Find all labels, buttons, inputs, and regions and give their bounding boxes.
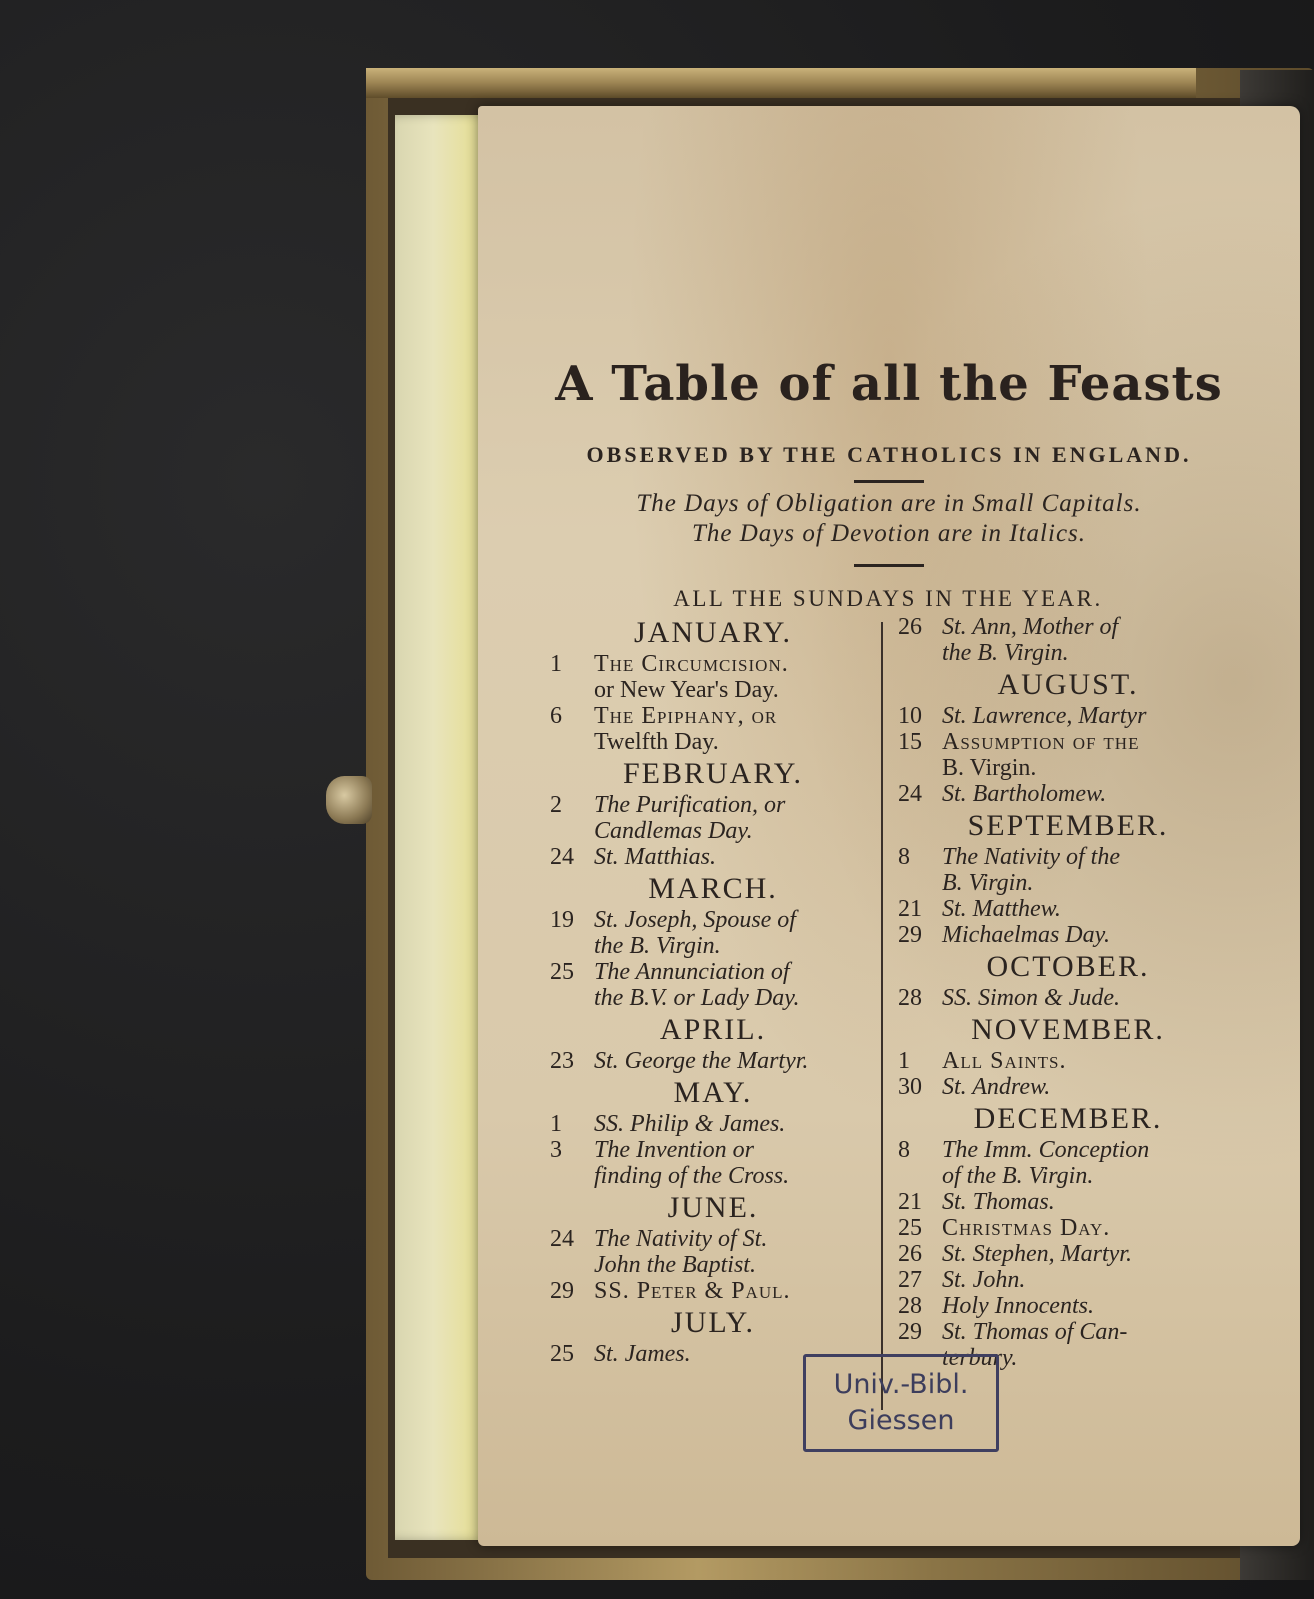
day-number: 28: [898, 985, 922, 1011]
feast-name: the B. Virgin.: [594, 933, 721, 959]
day-number: 29: [550, 1278, 574, 1304]
feast-entry: [898, 1241, 1238, 1267]
feast-entry: [550, 729, 876, 755]
feast-name: The Imm. Conception: [942, 1137, 1150, 1163]
day-number: 1: [550, 1111, 562, 1137]
feast-name: The Annunciation of: [594, 959, 790, 985]
feast-entry: [550, 651, 876, 677]
feast-name: John the Baptist.: [594, 1252, 756, 1278]
right-column: [898, 614, 1238, 1371]
feast-name: The Purification, or: [594, 792, 786, 818]
month-heading-december: DECEMBER.: [973, 1102, 1163, 1135]
month-heading-november: NOVEMBER.: [971, 1013, 1165, 1046]
brass-cover-edge: [366, 68, 1196, 98]
month-heading-july: JULY.: [671, 1306, 755, 1339]
clasp-knob: [326, 776, 372, 824]
feast-entry: [550, 818, 876, 844]
feast-name: The Circumcision.: [594, 651, 789, 677]
feast-name: Holy Innocents.: [942, 1293, 1094, 1319]
feast-entry: [898, 1074, 1238, 1100]
feast-name: St. Stephen, Martyr.: [942, 1241, 1132, 1267]
day-number: 21: [898, 1189, 922, 1215]
feast-entry: [898, 614, 1238, 640]
feast-name: terbury.: [942, 1345, 1018, 1371]
divider-rule: [854, 564, 924, 567]
feast-name: All Saints.: [942, 1048, 1067, 1074]
feast-name: the B.V. or Lady Day.: [594, 985, 800, 1011]
day-number: 6: [550, 703, 562, 729]
feast-name: The Nativity of St.: [594, 1226, 768, 1252]
feast-entry: [550, 907, 876, 933]
feast-name: St. Thomas.: [942, 1189, 1055, 1215]
feast-entry: [898, 922, 1238, 948]
day-number: 19: [550, 907, 574, 933]
note-obligation: The Days of Obligation are in Small Capitals.: [636, 490, 1142, 517]
feast-entry: [550, 703, 876, 729]
divider-rule: [854, 480, 924, 483]
feast-entry: [550, 1252, 876, 1278]
day-number: 21: [898, 896, 922, 922]
day-number: 27: [898, 1267, 922, 1293]
feast-name: St. Ann, Mother of: [942, 614, 1119, 640]
note-devotion: The Days of Devotion are in Italics.: [691, 520, 1087, 547]
day-number: 10: [898, 703, 922, 729]
feast-entry: [550, 985, 876, 1011]
month-heading-october: OCTOBER.: [986, 950, 1150, 983]
feast-name: St. John.: [942, 1267, 1026, 1293]
day-number: 30: [898, 1074, 922, 1100]
feast-entry: [898, 896, 1238, 922]
feast-name: Candlemas Day.: [594, 818, 753, 844]
feast-name: Assumption of the: [942, 729, 1140, 755]
day-number: 25: [898, 1215, 922, 1241]
feast-entry: [898, 755, 1238, 781]
feast-name: St. Thomas of Can-: [942, 1319, 1128, 1345]
day-number: 26: [898, 1241, 922, 1267]
feast-entry: [898, 844, 1238, 870]
feast-entry: [898, 729, 1238, 755]
sundays-heading: ALL THE SUNDAYS IN THE YEAR.: [673, 586, 1103, 611]
feast-entry: [550, 844, 876, 870]
day-number: 3: [550, 1137, 562, 1163]
feast-name: Michaelmas Day.: [942, 922, 1110, 948]
day-number: 1: [898, 1048, 910, 1074]
day-number: 29: [898, 1319, 922, 1345]
feast-entry: [898, 781, 1238, 807]
feast-entry: [898, 1267, 1238, 1293]
library-stamp: [803, 1354, 999, 1452]
left-column: [550, 614, 876, 1367]
feast-entry: [550, 792, 876, 818]
feast-entry: [898, 1048, 1238, 1074]
month-heading-june: JUNE.: [667, 1191, 759, 1224]
page-subtitle: OBSERVED BY THE CATHOLICS IN ENGLAND.: [586, 442, 1192, 467]
feast-name: St. James.: [594, 1341, 691, 1367]
feast-name: St. Joseph, Spouse of: [594, 907, 796, 933]
feast-entry: [898, 1163, 1238, 1189]
day-number: 24: [550, 1226, 574, 1252]
day-number: 23: [550, 1048, 574, 1074]
feast-name: St. Andrew.: [942, 1074, 1051, 1100]
day-number: 15: [898, 729, 922, 755]
feast-name: Twelfth Day.: [594, 729, 719, 755]
day-number: 1: [550, 651, 562, 677]
feast-name: St. Matthew.: [942, 896, 1061, 922]
feast-name: St. Matthias.: [594, 844, 717, 870]
feast-name: The Epiphany, or: [594, 703, 778, 729]
feast-name: or New Year's Day.: [594, 677, 779, 703]
feast-name: The Invention or: [594, 1137, 754, 1163]
feast-entry: [898, 1189, 1238, 1215]
feast-name: St. George the Martyr.: [594, 1048, 809, 1074]
book-page: [478, 106, 1300, 1546]
day-number: 24: [550, 844, 574, 870]
feast-name: finding of the Cross.: [594, 1163, 790, 1189]
feast-name: The Nativity of the: [942, 844, 1120, 870]
feast-entry: [898, 870, 1238, 896]
day-number: 29: [898, 922, 922, 948]
feast-entry: [550, 1278, 876, 1304]
feast-entry: [550, 933, 876, 959]
feast-entry: [898, 985, 1238, 1011]
feast-entry: [550, 1163, 876, 1189]
feast-entry: [898, 1293, 1238, 1319]
day-number: 28: [898, 1293, 922, 1319]
feast-name: of the B. Virgin.: [942, 1163, 1094, 1189]
feast-name: SS. Philip & James.: [594, 1111, 786, 1137]
month-heading-january: JANUARY.: [634, 616, 792, 649]
feast-name: St. Bartholomew.: [942, 781, 1107, 807]
page-title: A Table of all the Feasts: [555, 356, 1223, 412]
feast-name: the B. Virgin.: [942, 640, 1069, 666]
feast-entry: [550, 1111, 876, 1137]
feast-entry: [550, 677, 876, 703]
day-number: 25: [550, 959, 574, 985]
month-heading-may: MAY.: [673, 1076, 753, 1109]
feast-name: B. Virgin.: [942, 870, 1034, 896]
feast-entry: [898, 640, 1238, 666]
month-heading-february: FEBRUARY.: [622, 757, 803, 790]
feast-name: B. Virgin.: [942, 755, 1037, 781]
feast-entry: [898, 1319, 1238, 1345]
feast-name: SS. Peter & Paul.: [594, 1278, 791, 1304]
feast-entry: [898, 1215, 1238, 1241]
month-heading-april: APRIL.: [659, 1013, 767, 1046]
month-heading-september: SEPTEMBER.: [967, 809, 1169, 842]
stamp-line-2: Giessen: [847, 1405, 955, 1436]
day-number: 2: [550, 792, 562, 818]
month-heading-august: AUGUST.: [997, 668, 1139, 701]
feast-name: SS. Simon & Jude.: [942, 985, 1120, 1011]
day-number: 8: [898, 1137, 910, 1163]
day-number: 8: [898, 844, 910, 870]
stamp-line-1: Univ.-Bibl.: [833, 1369, 969, 1400]
day-number: 25: [550, 1341, 574, 1367]
feast-entry: [550, 1137, 876, 1163]
column-divider: [881, 622, 883, 1410]
day-number: 26: [898, 614, 922, 640]
feast-entry: [550, 1226, 876, 1252]
feast-entry: [550, 1048, 876, 1074]
month-heading-march: MARCH.: [648, 872, 778, 905]
feast-entry: [898, 1137, 1238, 1163]
feast-entry: [898, 703, 1238, 729]
day-number: 24: [898, 781, 922, 807]
feast-name: Christmas Day.: [942, 1215, 1111, 1241]
feast-name: St. Lawrence, Martyr: [942, 703, 1147, 729]
feast-entry: [550, 959, 876, 985]
